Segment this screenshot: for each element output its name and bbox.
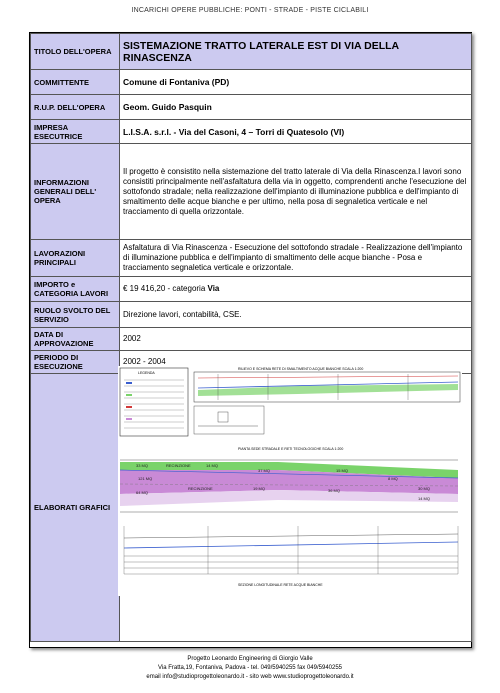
footer-line-3: email info@studioprogettoleonardo.it - sito web www.studioprogettoleonardo.it	[146, 674, 354, 680]
area-label-4: 37 MQ	[258, 468, 271, 473]
row-rup	[31, 95, 472, 120]
area-label-7: 8 MQ	[388, 476, 398, 481]
area-label-8: 64 MQ	[136, 490, 149, 495]
value-informazioni: Il progetto è consistito nella sistemazione del tratto laterale di Via della Rinascenza.I lavori sono consistiti principalmente nell'asfaltatura della via in oggetto, comprendenti anche l'esecuzione del sottofondo stradale; nella realizzazione dell'impianto di illuminazione pubblica e dell'impianto di smaltimento delle acque bianche e per ultimo, nella posa di segnaletica verticale e nel tracciamento di quella orizzontale.	[120, 144, 472, 240]
value-titolo: SISTEMAZIONE TRATTO LATERALE EST DI VIA DELLA RINASCENZA	[120, 34, 472, 70]
value-lavorazioni: Asfaltatura di Via Rinascenza - Esecuzione del sottofondo stradale - Realizzazione dell'impianto di illuminazione pubblica e dell'impianto di smaltimento delle acque bianche - Posa e tracciamento segnaletica verticale e orizzontale.	[120, 240, 472, 277]
area-label-2: RECINZIONE	[166, 463, 191, 468]
label-impresa: IMPRESA ESECUTRICE	[31, 120, 120, 144]
page-header: INCARICHI OPERE PUBBLICHE: PONTI - STRADE - PISTE CICLABILI	[131, 7, 369, 14]
value-periodo: 2002 - 2004	[120, 351, 472, 374]
row-lavorazioni	[31, 240, 472, 277]
label-ruolo: RUOLO SVOLTO DEL SERVIZIO	[31, 302, 120, 328]
legend-title: LEGENDA	[138, 371, 155, 375]
label-importo: IMPORTO e CATEGORIA LAVORI	[31, 277, 120, 302]
label-lavorazioni: LAVORAZIONI PRINCIPALI	[31, 240, 120, 277]
label-rup: R.U.P. DELL'OPERA	[31, 95, 120, 120]
row-importo	[31, 277, 472, 302]
label-elaborati: ELABORATI GRAFICI	[31, 374, 120, 642]
area-label-5: 15 MQ	[336, 468, 349, 473]
value-data: 2002	[120, 328, 472, 351]
importo-category: Via	[207, 284, 220, 293]
value-committente: Comune di Fontaniva (PD)	[120, 70, 472, 95]
label-titolo: TITOLO DELL'OPERA	[31, 34, 120, 70]
label-committente: COMMITTENTE	[31, 70, 120, 95]
label-periodo: PERIODO DI ESECUZIONE	[31, 351, 120, 374]
row-impresa	[31, 120, 472, 144]
area-label-12: 30 MQ	[418, 486, 431, 491]
page-footer	[0, 655, 500, 682]
footer-line-1: Progetto Leonardo Engineering di Giorgio Valle	[187, 656, 313, 662]
title-mid: PIANTA SEDE STRADALE E RETI TECNOLOGICHE SCALA 1:200	[238, 447, 344, 451]
row-titolo	[31, 34, 472, 70]
row-ruolo	[31, 302, 472, 328]
area-label-9: RECINZIONE	[188, 486, 213, 491]
row-committente	[31, 70, 472, 95]
row-data	[31, 328, 472, 351]
label-data: DATA DI APPROVAZIONE	[31, 328, 120, 351]
value-ruolo: Direzione lavori, contabilità, CSE.	[120, 302, 472, 328]
importo-amount: € 19 416,20 - categoria	[123, 284, 208, 293]
footer-line-2: Via Fratta,19, Fontaniva, Padova - tel. 049/5940255 fax 049/5940255	[157, 665, 343, 671]
area-label-13: 14 MQ	[418, 496, 431, 501]
area-label-10: 19 MQ	[253, 486, 266, 491]
area-label-6: 121 MQ	[138, 476, 153, 481]
title-bottom: SEZIONE LONGITUDINALE RETE ACQUE BIANCHE	[238, 583, 323, 587]
title-top: RILIEVO E SCHEMA RETE DI SMALTIMENTO ACQUE BIANCHE SCALA 1:200	[238, 367, 364, 371]
value-importo	[120, 277, 472, 302]
technical-drawing	[118, 366, 462, 596]
value-impresa: L.I.S.A. s.r.l. - Via del Casoni, 4 – Torri di Quatesolo (VI)	[120, 120, 472, 144]
label-informazioni: INFORMAZIONI GENERALI DELL' OPERA	[31, 144, 120, 240]
area-label-3: 14 MQ	[206, 463, 219, 468]
value-rup: Geom. Guido Pasquin	[120, 95, 472, 120]
row-informazioni	[31, 144, 472, 240]
area-label-1: 33 MQ	[136, 463, 149, 468]
area-label-11: 36 MQ	[328, 488, 341, 493]
